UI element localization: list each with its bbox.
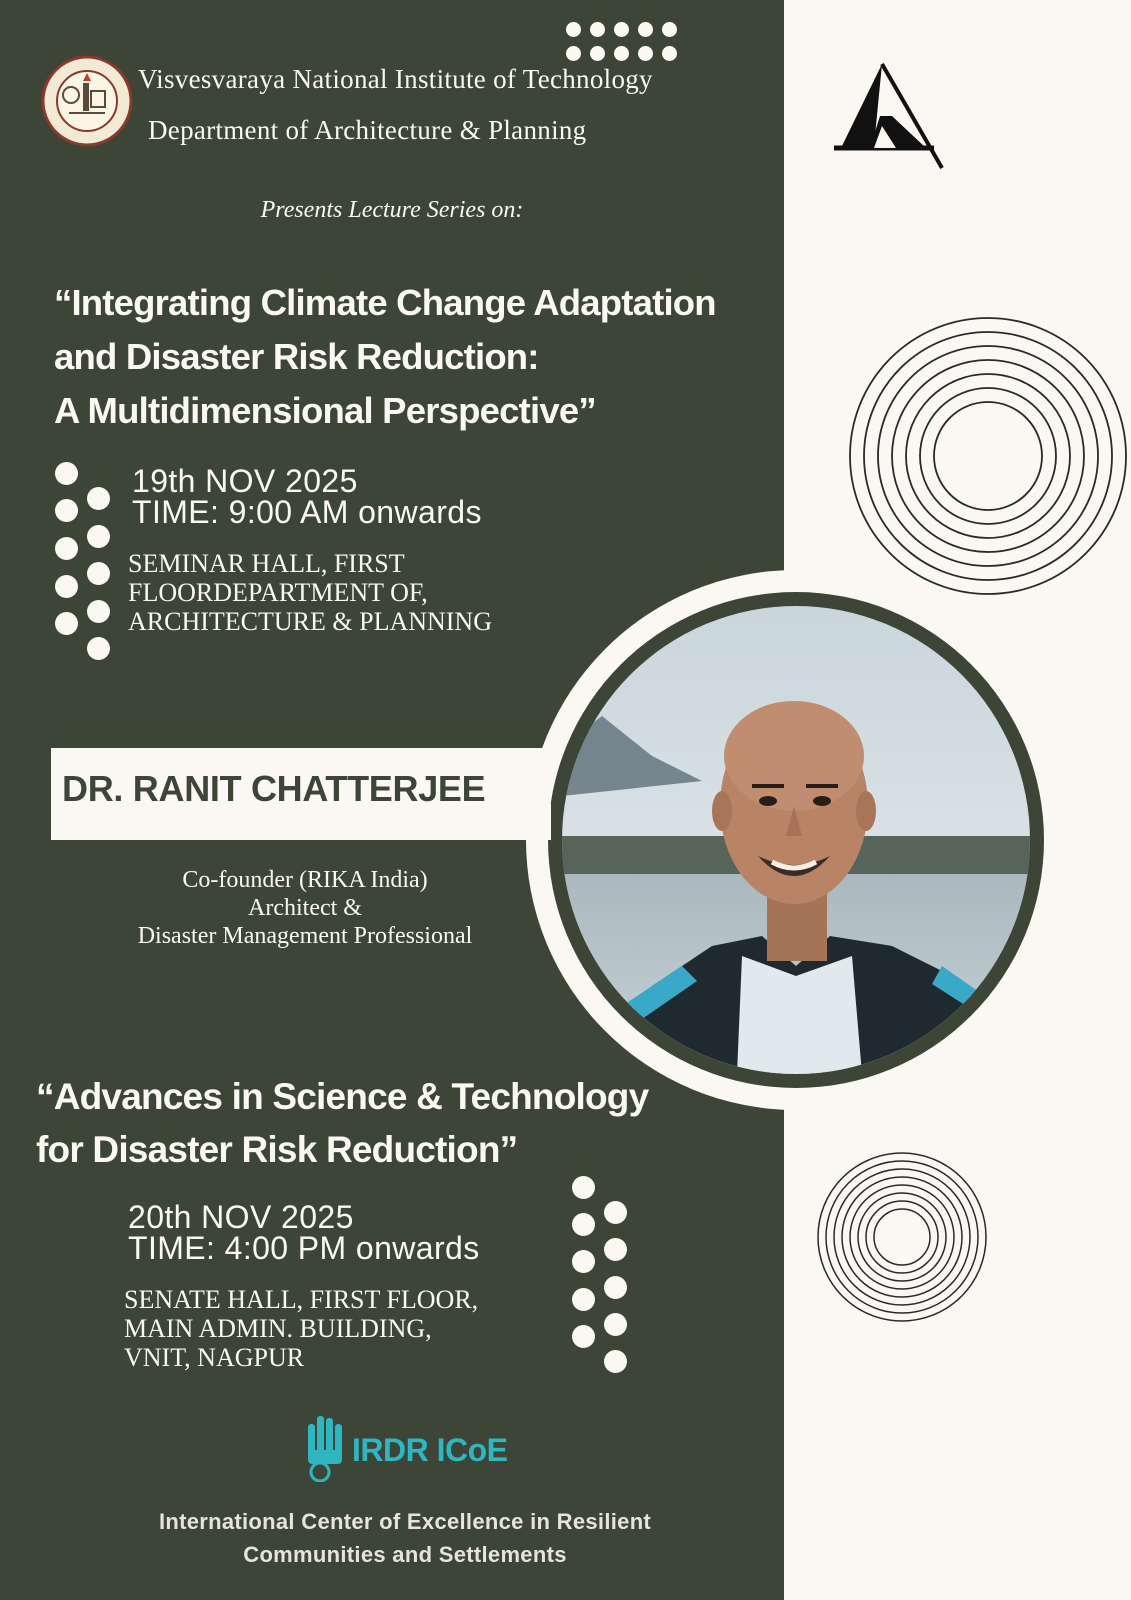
venue-line: SEMINAR HALL, FIRST [128,549,405,578]
venue-line: VNIT, NAGPUR [124,1343,305,1372]
venue-line: MAIN ADMIN. BUILDING, [124,1314,432,1343]
lecture1-title [54,276,716,438]
speaker-name: DR. RANIT CHATTERJEE [62,768,486,809]
lecture1-time: TIME: 9:00 AM onwards [132,494,482,530]
footer-organization [0,1505,810,1571]
speaker-role-line: Architect & [248,895,362,921]
venue-line: ARCHITECTURE & PLANNING [128,607,492,636]
institute-name: Visvesvaraya National Institute of Technology [138,64,653,94]
lecture1-title-line: A Multidimensional Perspective” [54,390,596,431]
concentric-circles-icon [848,316,1128,596]
lecture2-title-line: for Disaster Risk Reduction” [36,1129,518,1170]
venue-line: FLOORDEPARTMENT OF, [128,578,428,607]
lecture1-venue [128,549,492,636]
vnit-logo-icon [41,55,133,147]
lecture1-title-line: “Integrating Climate Change Adaptation [54,282,716,323]
lecture2-date: 20th NOV 2025 [128,1199,354,1235]
lecture2-title-line: “Advances in Science & Technology [36,1076,649,1117]
footer-line: Communities and Settlements [243,1542,567,1567]
speaker-roles [60,866,550,950]
lecture2-time: TIME: 4:00 PM onwards [128,1230,480,1266]
footer-line: International Center of Excellence in Resilient [158,1509,652,1534]
speaker-role-line: Co-founder (RIKA India) [182,867,428,893]
lecture2-venue [124,1285,478,1372]
speaker-role-line: Disaster Management Professional [137,923,473,949]
department-name: Department of Architecture & Planning [148,115,587,145]
speaker-photo [562,606,1030,1074]
lecture1-title-line: and Disaster Risk Reduction: [54,336,539,377]
concentric-circles-icon [816,1151,988,1323]
irdr-logo-text: IRDR ICoE [352,1432,508,1468]
venue-line: SENATE HALL, FIRST FLOOR, [124,1285,479,1314]
irdr-hand-logo-icon [306,1414,346,1482]
presents-subtitle: Presents Lecture Series on: [260,197,524,223]
decorative-dots-top [566,22,686,66]
architecture-a-logo-icon [834,56,954,171]
lecture1-date: 19th NOV 2025 [132,463,358,499]
lecture2-title [36,1070,648,1176]
